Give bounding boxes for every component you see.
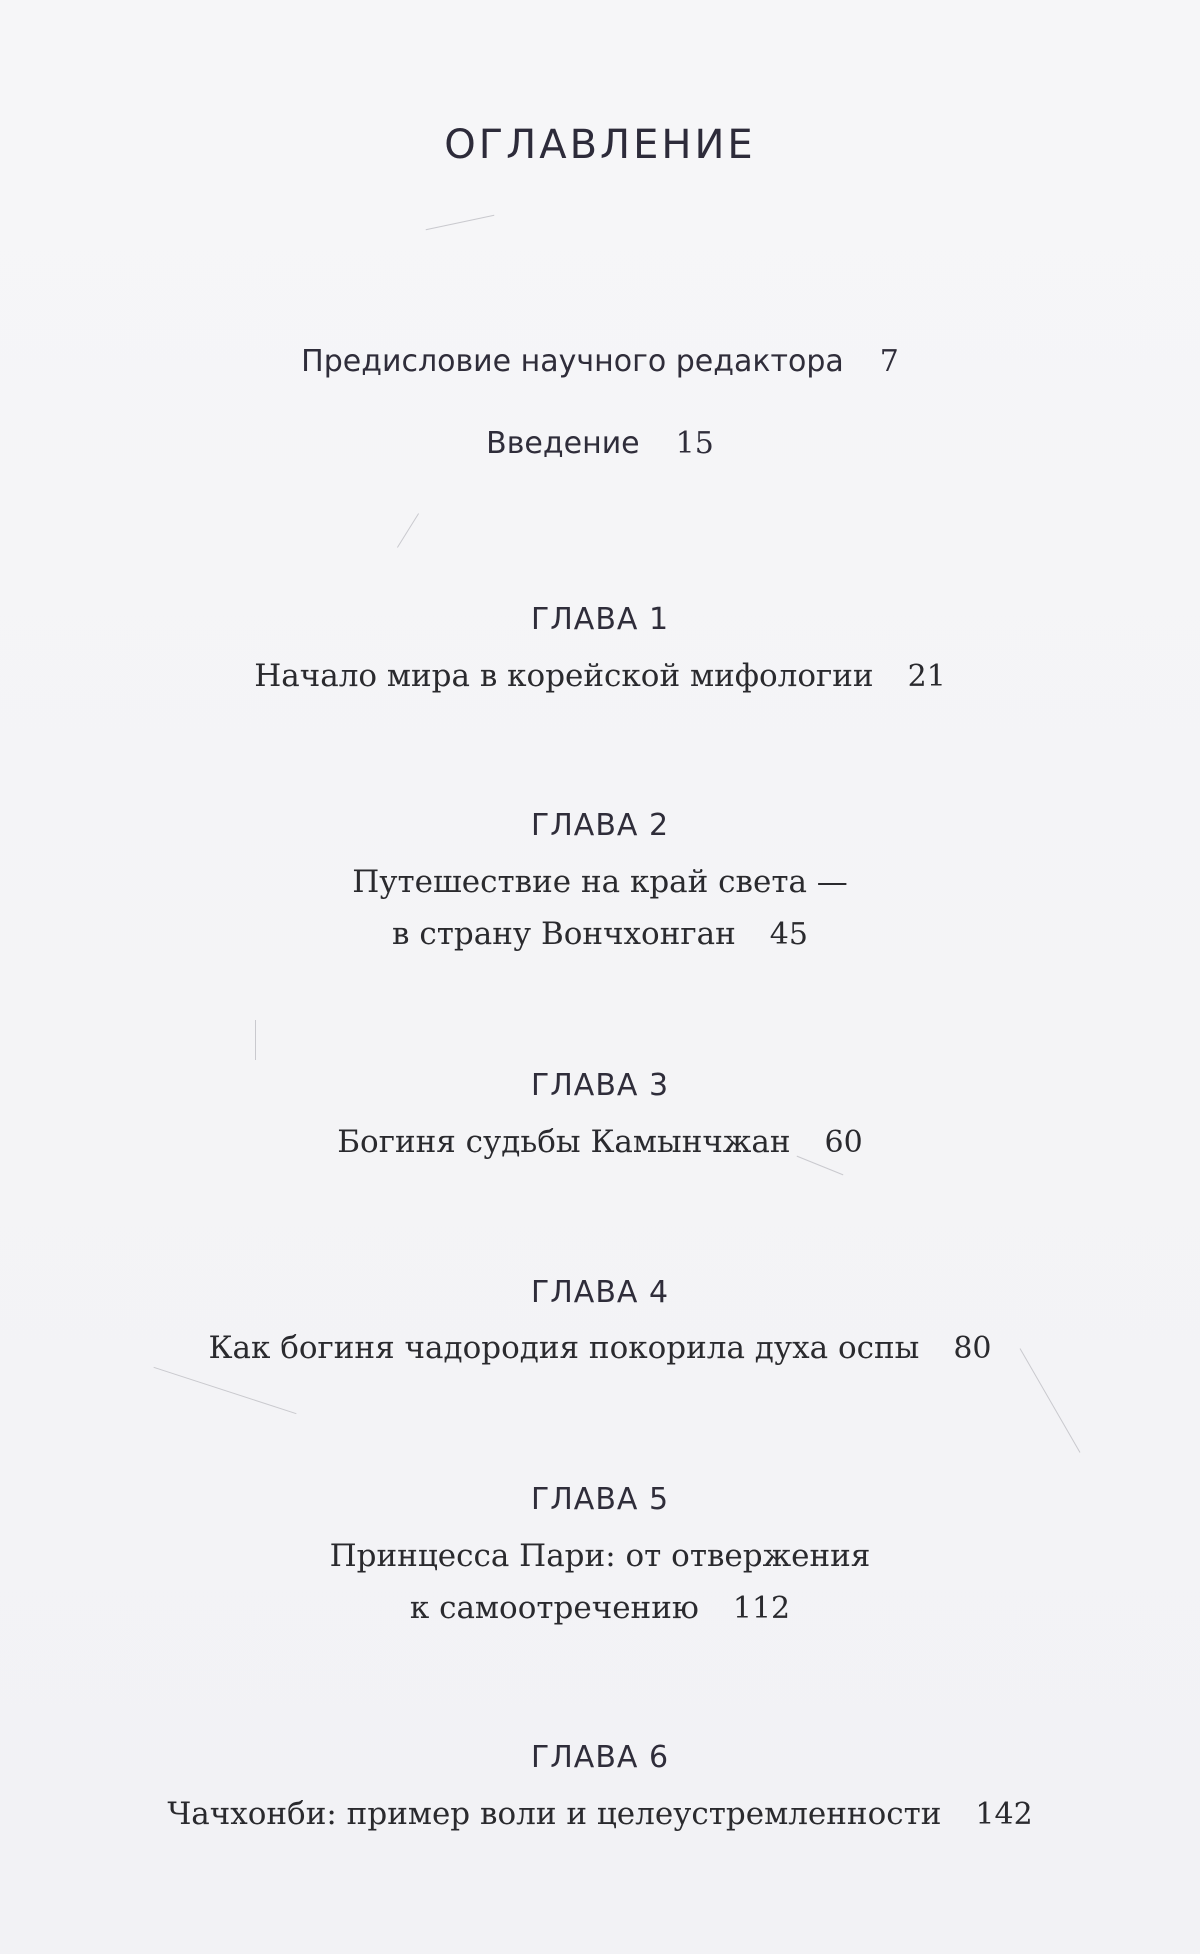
chapter-title-text: к самоотречению <box>409 1590 699 1626</box>
page-number: 15 <box>675 426 714 461</box>
entry-title: Предисловие научного редактора <box>301 344 844 379</box>
chapter-label: ГЛАВА 6 <box>530 1740 670 1775</box>
chapter-label: ГЛАВА 4 <box>530 1275 670 1310</box>
chapter-title-line <box>0 1788 1200 1841</box>
page-number: 60 <box>824 1125 863 1160</box>
chapter-title <box>0 1530 1200 1635</box>
chapter-title-text: Как богиня чадородия покорила духа оспы <box>208 1330 920 1366</box>
chapter-title-line: Путешествие на край света — <box>352 864 848 900</box>
page-number: 7 <box>879 344 899 379</box>
chapter-title <box>0 856 1200 961</box>
page-number: 45 <box>769 917 808 952</box>
chapter-title-text: Богиня судьбы Камынчжан <box>337 1124 791 1160</box>
chapter-title-line <box>0 650 1200 703</box>
page-number: 21 <box>907 659 946 694</box>
chapter-title-line <box>0 908 1200 961</box>
page-number: 80 <box>953 1331 992 1366</box>
chapter-label: ГЛАВА 1 <box>530 602 670 637</box>
page-number: 142 <box>975 1797 1033 1832</box>
chapter-label: ГЛАВА 5 <box>530 1482 670 1517</box>
paper-speck <box>397 513 419 547</box>
chapter-title <box>0 650 1200 703</box>
chapter-title-line <box>0 1322 1200 1375</box>
chapter-label: ГЛАВА 3 <box>530 1068 670 1103</box>
chapter-title-line <box>0 1582 1200 1635</box>
chapter-title <box>0 1788 1200 1841</box>
paper-speck <box>426 215 495 231</box>
chapter-title-line <box>0 1116 1200 1169</box>
chapter-title <box>0 1116 1200 1169</box>
chapter-title-text: в страну Вончхонган <box>392 916 736 952</box>
toc-title: ОГЛАВЛЕНИЕ <box>444 122 756 168</box>
chapter-title <box>0 1322 1200 1375</box>
entry-title: Введение <box>486 426 640 461</box>
front-entry-preface <box>0 344 1200 379</box>
chapter-title-text: Начало мира в корейской мифологии <box>254 658 874 694</box>
paper-speck <box>255 1020 256 1060</box>
chapter-label: ГЛАВА 2 <box>530 808 670 843</box>
chapter-title-text: Чачхонби: пример воли и целеустремленности <box>167 1796 942 1832</box>
front-entry-introduction <box>0 426 1200 461</box>
page-number: 112 <box>732 1591 791 1626</box>
chapter-title-line: Принцесса Пари: от отвержения <box>329 1538 871 1574</box>
